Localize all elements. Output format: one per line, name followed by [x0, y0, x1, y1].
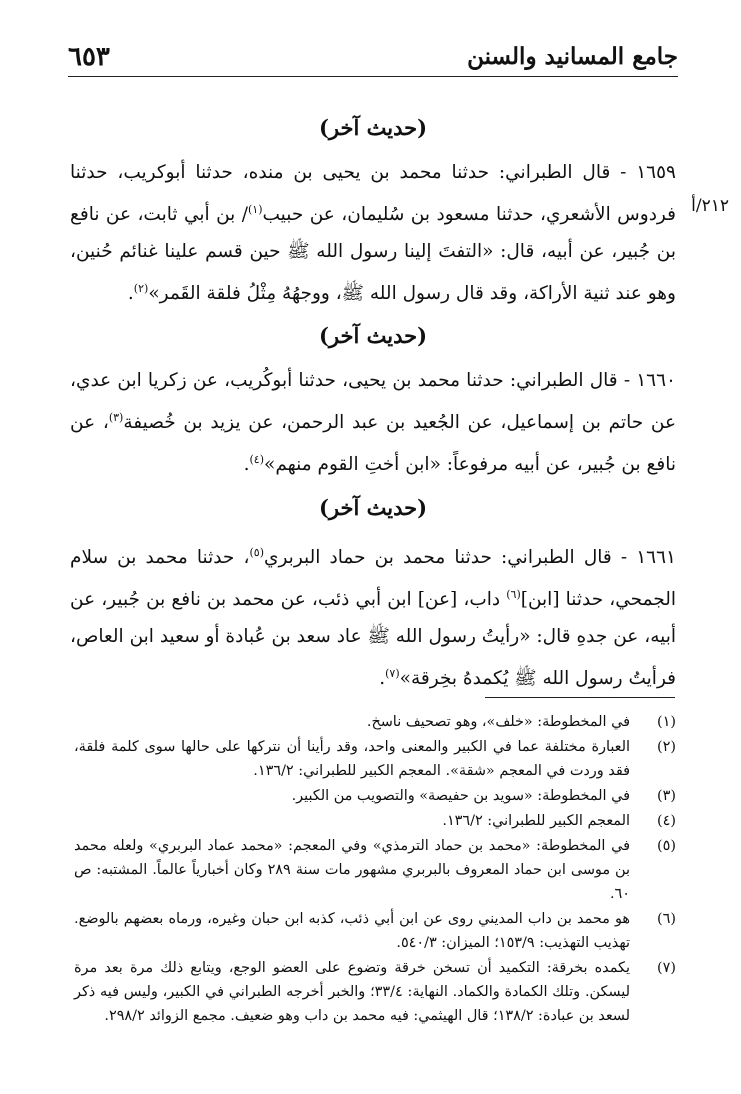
footnote-text: العبارة مختلفة عما في الكبير والمعنى واحد، وقد رأينا أن نتركها على حالها سوى كلمة فلقة، فقد وردت في المعجم «شقة». المعجم الكبير للطبراني: ١٣٦/٢.: [74, 739, 630, 779]
footnote-ref: (٧): [385, 666, 400, 680]
hadith-1661: ١٦٦١ - قال الطبراني: حدثنا محمد بن حماد البربري$^{(٥)}$، حدثنا محمد بن سلام الجمحي، حدثنا [ابن]$^{(٦)}$ داب، [عن] ابن أبي ذئب، عن محمد بن نافع بن جُبير، عن أبيه، عن جدهِ قال: «رأيتُ رسول الله ﷺ عاد سعد بن عُبادة أو سعيد ابن العاص، فرأيتُ رسول الله ﷺ يُكمدهُ بخِرقة»$^{(٧)}$.: [70, 545, 676, 690]
footnote-item: [74, 907, 676, 955]
footnote-text: في المخطوطة: «سويد بن حفيصة» والتصويب من الكبير.: [291, 788, 630, 804]
page-number: ٦٥٣: [68, 42, 110, 72]
footnote-item: [74, 784, 676, 808]
manuscript-folio-marker: ٢١٢/أ: [691, 196, 729, 216]
footnote-number: (٢): [657, 739, 676, 755]
footnote-text: في المخطوطة: «محمد بن حماد الترمذي» وفي المعجم: «محمد عماد البربري» ولعله محمد بن موسى ابن حماد المعروف بالبربري مشهور مات سنة ٢٨٩ وكان أخبارياً عالماً. المشتبه: ص ٦٠.: [74, 838, 630, 902]
footnote-ref: (٤): [249, 453, 265, 467]
footnote-item: [74, 735, 676, 783]
footnote-divider: [485, 697, 675, 698]
main-text: [70, 112, 676, 705]
book-title: جامع المسانيد والسنن: [467, 43, 678, 70]
footnote-text: هو محمد بن داب المديني روى عن ابن أبي ذئب، كذبه ابن حبان وغيره، ورماه بعضهم بالوضع. تهذيب التهذيب: ١٥٣/٩؛ الميزان: ٥٤٠/٣.: [74, 911, 630, 951]
footnote-item: [74, 956, 676, 1028]
footnote-ref: (٥): [249, 545, 264, 559]
footnote-item: [74, 809, 676, 833]
footnote-number: (٦): [657, 911, 676, 927]
hadith-1659: ١٦٥٩ - قال الطبراني: حدثنا محمد بن يحيى بن منده، حدثنا أبوكريب، حدثنا فردوس الأشعري، حدثنا مسعود بن سُليمان، عن حبيب$^{(١)}$/ بن أبي ثابت، عن نافع بن جُبير، عن أبيه، قال: «التفتَ إلينا رسول الله ﷺ حين قسم علينا غنائم حُنين، وهو عند ثنية الأراكة، وقد قال رسول الله ﷺ، ووجهُهُ مِثْلُ فلقة القَمر»$^{(٢)}$.: [70, 162, 676, 305]
footnote-ref: (٢): [133, 282, 149, 296]
footnote-number: (٤): [657, 813, 676, 829]
footnote-text: يكمده بخرقة: التكميد أن تسخن خرقة وتضوع على العضو الوجع، ويتابع ذلك مرة بعد مرة ليسكن. وتلك الكمادة والكماد. النهاية: ٣٣/٤؛ والخبر أخرجه الطبراني في الكبير، وليس فيه ذكر لسعد بن عبادة: ١٣٨/٢؛ قال الهيثمي: فيه محمد بن داب وهو ضعيف. مجمع الزوائد ٢٩٨/٢.: [74, 960, 630, 1024]
section-heading-1: (حديث آخر): [318, 115, 428, 140]
footnote-item: [74, 834, 676, 906]
footnote-ref: (٦): [506, 587, 521, 601]
page-header: [68, 36, 678, 77]
section-heading-3: (حديث آخر): [318, 494, 428, 520]
footnote-ref: (١): [248, 203, 263, 216]
footnote-text: في المخطوطة: «خلف»، وهو تصحيف ناسخ.: [366, 714, 630, 730]
footnote-number: (٧): [657, 960, 676, 976]
section-heading-2: (حديث آخر): [318, 323, 428, 349]
footnote-number: (٥): [657, 838, 676, 854]
hadith-1660: ١٦٦٠ - قال الطبراني: حدثنا محمد بن يحيى، حدثنا أبوكُريب، عن زكريا ابن عدي، عن حاتم بن إسماعيل، عن الجُعيد بن عبد الرحمن، عن يزيد بن خُصيفة$^{(٣)}$، عن نافع بن جُبير، عن أبيه مرفوعاً: «ابن أختِ القوم منهم»$^{(٤)}$.: [70, 370, 676, 476]
footnote-number: (٣): [657, 788, 676, 804]
footnotes: [74, 710, 676, 1029]
footnote-text: المعجم الكبير للطبراني: ١٣٦/٢.: [442, 813, 630, 829]
footnote-ref: (٣): [108, 411, 124, 425]
footnote-item: [74, 710, 676, 734]
footnote-number: (١): [657, 714, 676, 730]
